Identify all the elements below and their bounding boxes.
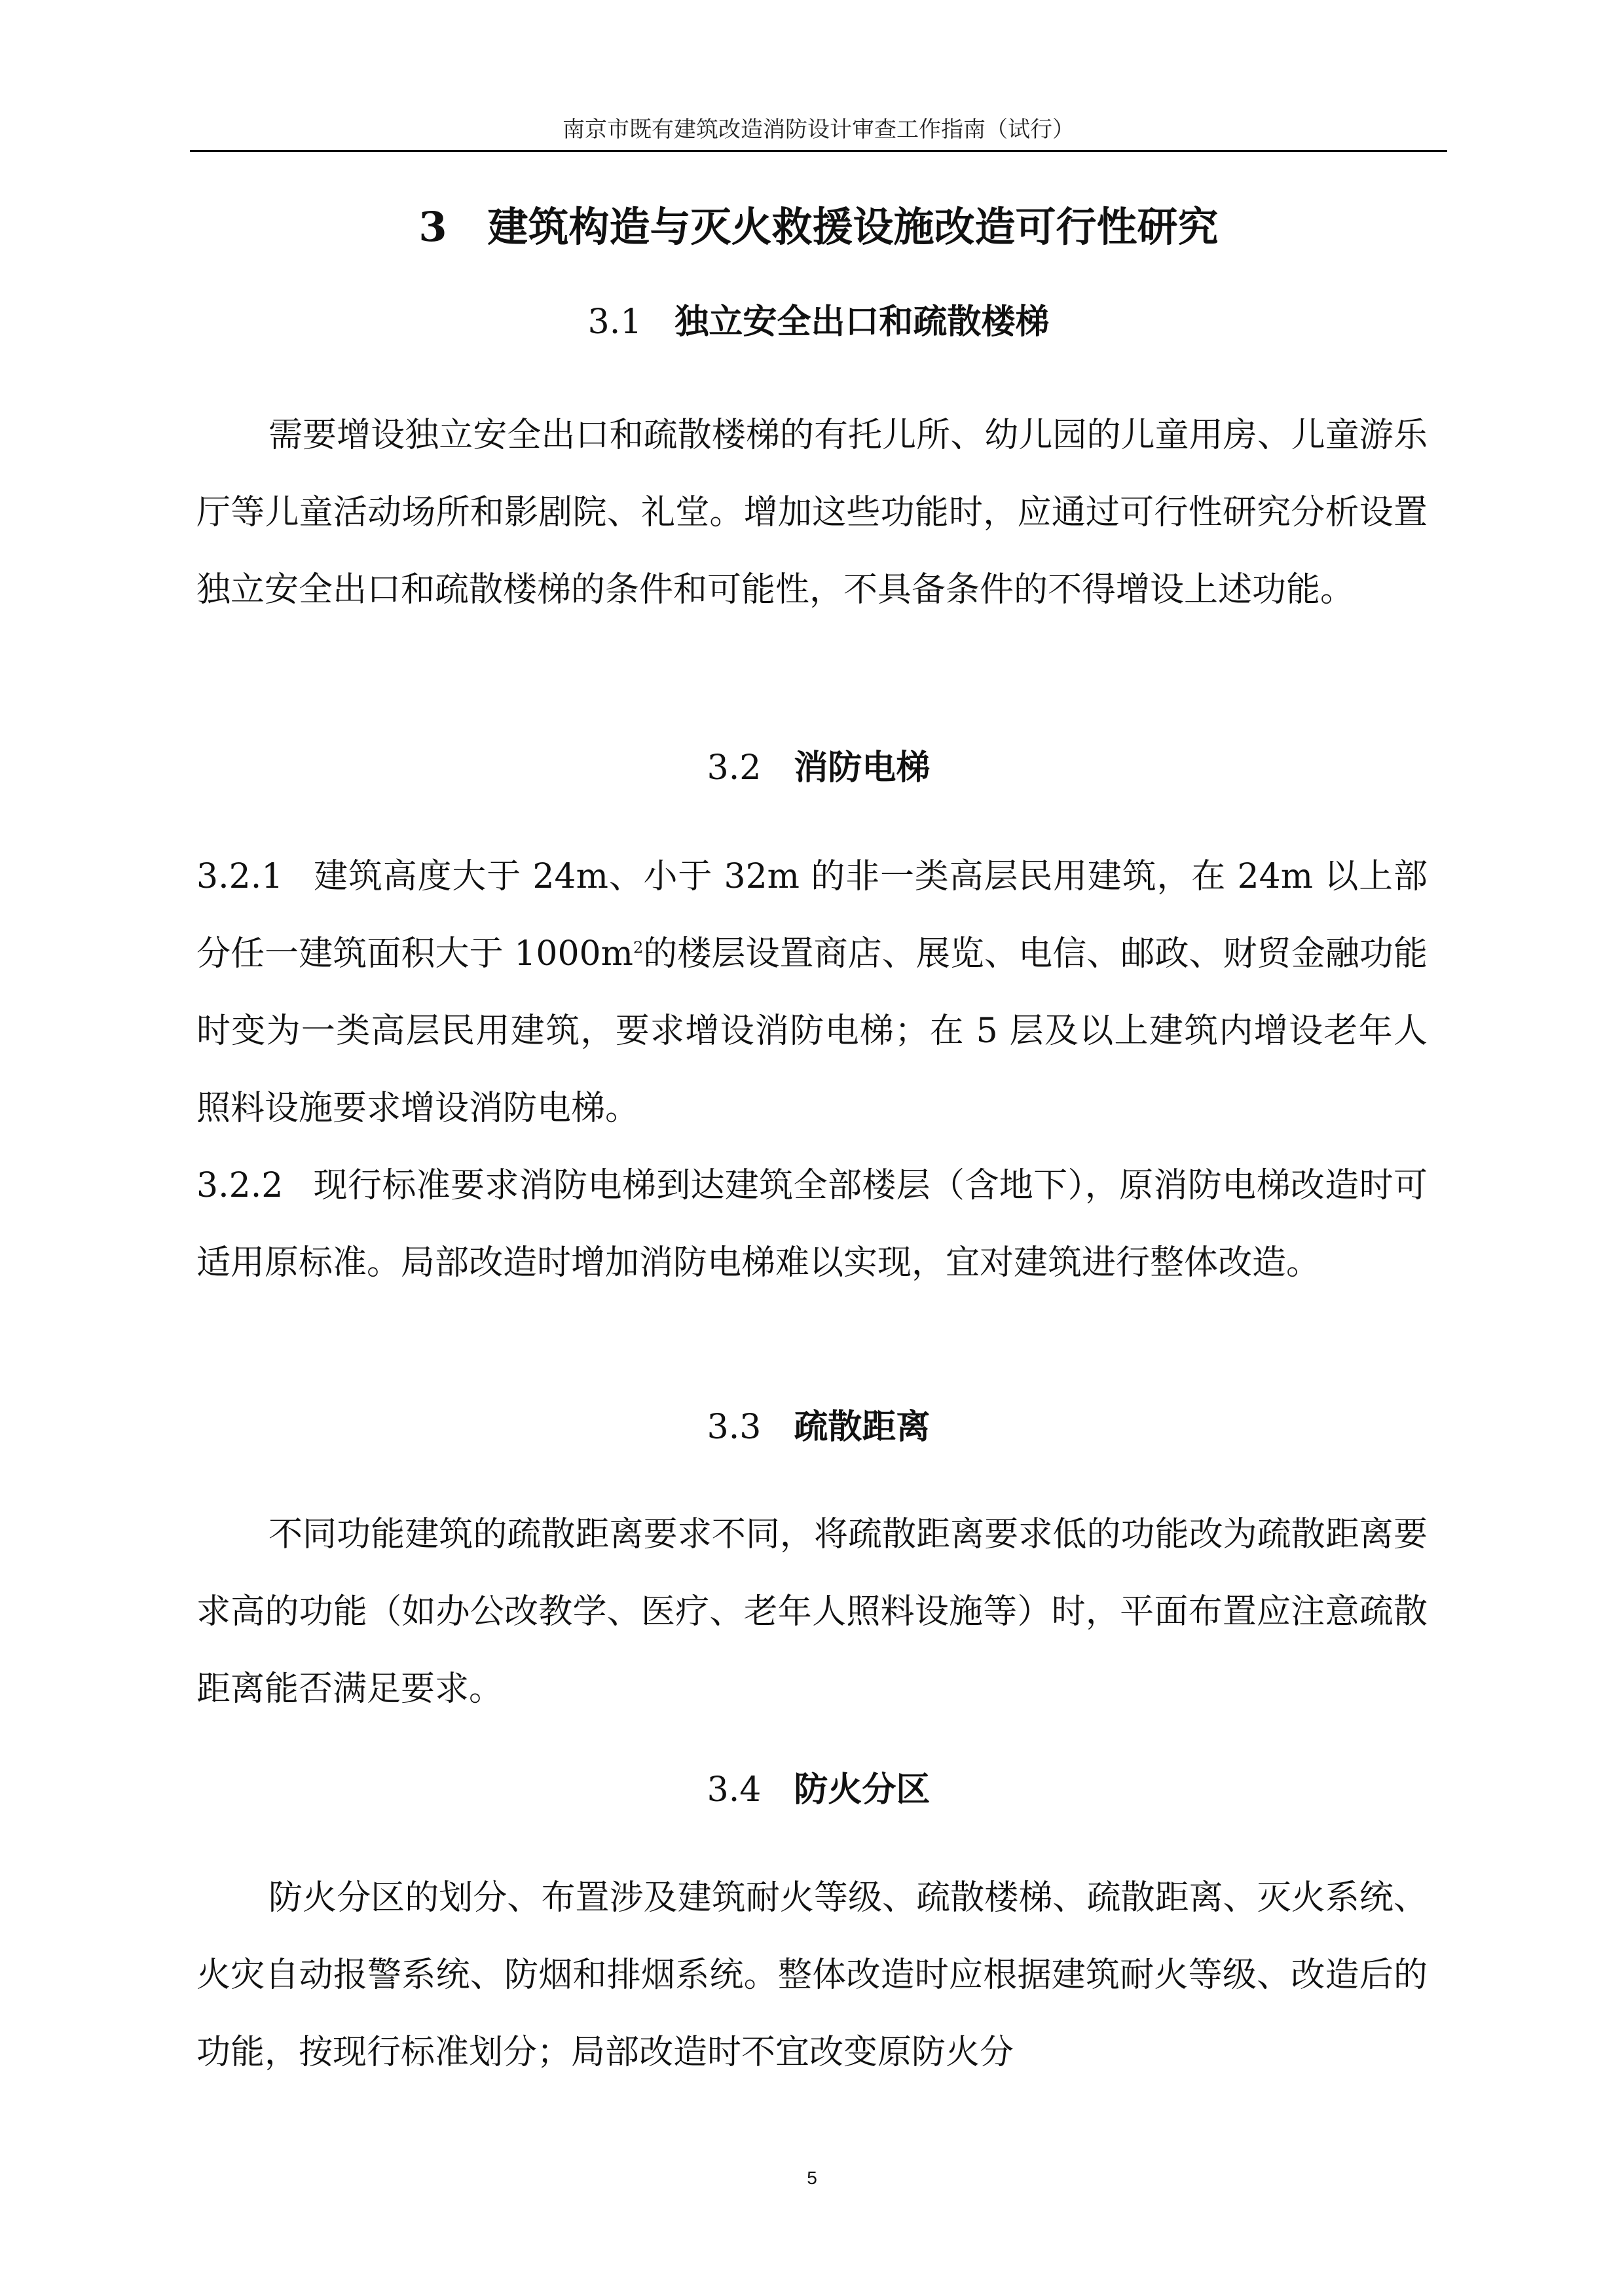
section-number: 3.4 [707, 1770, 762, 1810]
section-heading-3-3 [190, 1401, 1447, 1453]
clause-text-part-b: 的楼层设置商店、展览、电信、邮政、财贸金融功能时变为一类高层民用建筑，要求增设消防电梯；在 5 层及以上建筑内增设老年人照料设施要求增设消防电梯。 [196, 934, 1428, 1128]
clause-number: 3.2.1 [196, 857, 284, 896]
paragraph-3-3: 不同功能建筑的疏散距离要求不同，将疏散距离要求低的功能改为疏散距离要求高的功能（如办公改教学、医疗、老年人照料设施等）时，平面布置应注意疏散距离能否满足要求。 [196, 1515, 1428, 1709]
section-title: 防火分区 [794, 1770, 931, 1810]
section-title: 消防电梯 [794, 748, 931, 788]
paragraph-3-1: 需要增设独立安全出口和疏散楼梯的有托儿所、幼儿园的儿童用房、儿童游乐厅等儿童活动场所和影剧院、礼堂。增加这些功能时，应通过可行性研究分析设置独立安全出口和疏散楼梯的条件和可能性，不具备条件的不得增设上述功能。 [196, 416, 1428, 610]
section-title: 疏散距离 [794, 1407, 931, 1447]
section-title: 独立安全出口和疏散楼梯 [674, 302, 1050, 342]
page-header: 南京市既有建筑改造消防设计审查工作指南（试行） [563, 117, 1075, 143]
section-number: 3.2 [707, 748, 762, 788]
superscript-2: 2 [633, 938, 644, 957]
clause-3-2-2 [196, 1147, 1428, 1302]
clause-text: 现行标准要求消防电梯到达建筑全部楼层（含地下），原消防电梯改造时可适用原标准。局部改造时增加消防电梯难以实现，宜对建筑进行整体改造。 [196, 1166, 1428, 1283]
section-heading-3-1 [190, 296, 1447, 348]
paragraph-3-4: 防火分区的划分、布置涉及建筑耐火等级、疏散楼梯、疏散距离、灭火系统、火灾自动报警系统、防烟和排烟系统。整体改造时应根据建筑耐火等级、改造后的功能，按现行标准划分；局部改造时不宜改变原防火分 [196, 1878, 1428, 2072]
chapter-title: 3 建筑构造与灭火救援设施改造可行性研究 [418, 203, 1219, 251]
header-divider [190, 150, 1447, 152]
section-number: 3.1 [587, 302, 642, 342]
clause-number: 3.2.2 [196, 1166, 284, 1205]
clause-3-2-1 [196, 838, 1428, 1147]
page-number: 5 [807, 2168, 817, 2188]
section-number: 3.3 [707, 1408, 762, 1447]
section-heading-3-4 [190, 1764, 1447, 1816]
clause-text-part-a: 建筑高度大于 24m、小于 32m 的非一类高层民用建筑，在 24m 以上部分任一建筑面积大于 1000m [196, 857, 1428, 974]
section-heading-3-2 [190, 742, 1447, 794]
